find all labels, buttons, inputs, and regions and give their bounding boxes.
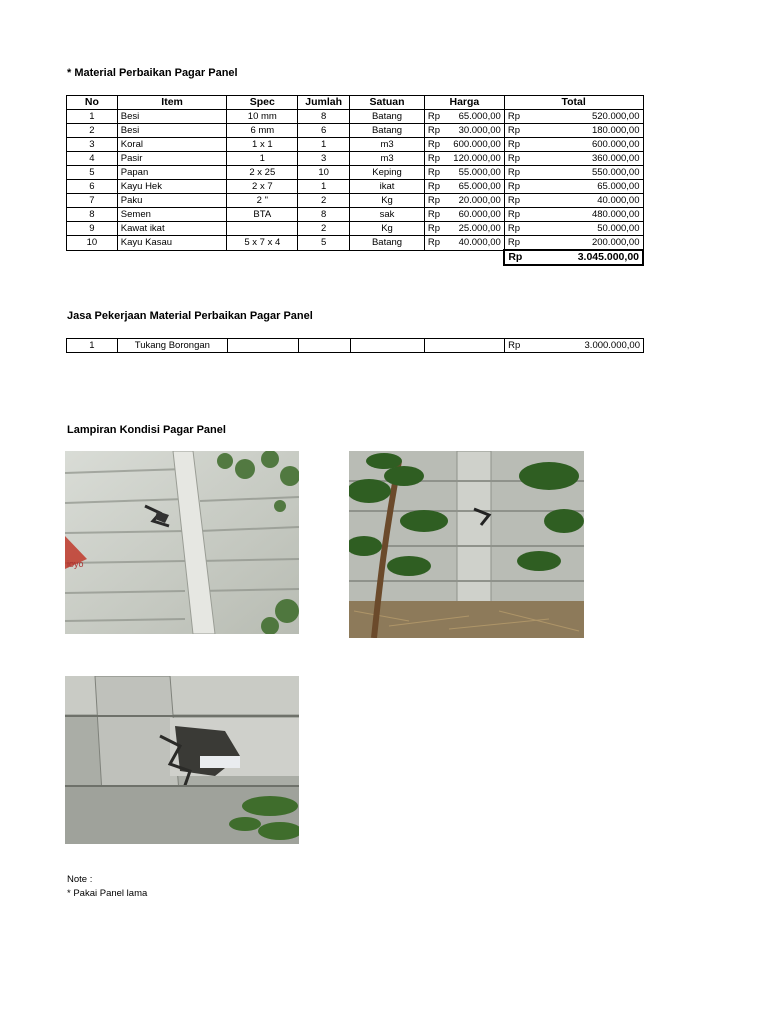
cell-satuan: m3	[350, 138, 425, 152]
table-row	[67, 208, 644, 222]
note-label: Note :	[67, 874, 93, 885]
cell-total	[504, 222, 643, 236]
cell-no: 2	[67, 124, 118, 138]
jasa-no: 1	[67, 339, 118, 353]
cell-total-value: 360.000,00	[591, 153, 640, 164]
cell-spec: 1 x 1	[227, 138, 298, 152]
cell-total-currency: Rp	[507, 209, 520, 220]
cell-total-currency: Rp	[507, 125, 520, 136]
cell-item: Koral	[117, 138, 227, 152]
header-spec: Spec	[227, 96, 298, 110]
cell-total-currency: Rp	[507, 167, 520, 178]
cell-total	[504, 124, 643, 138]
cell-spec: BTA	[227, 208, 298, 222]
table-row	[67, 166, 644, 180]
grand-total-row	[67, 250, 644, 265]
cell-harga	[424, 180, 504, 194]
cell-total-value: 550.000,00	[591, 167, 640, 178]
cell-harga	[424, 236, 504, 251]
cell-harga	[424, 194, 504, 208]
cell-harga-currency: Rp	[427, 139, 441, 150]
cell-no: 9	[67, 222, 118, 236]
header-item: Item	[117, 96, 227, 110]
cell-total	[504, 110, 643, 124]
table-row	[67, 124, 644, 138]
svg-text:ioyo: ioyo	[67, 559, 84, 569]
cell-total-value: 600.000,00	[591, 139, 640, 150]
cell-total	[504, 180, 643, 194]
cell-harga-currency: Rp	[427, 237, 441, 249]
cell-harga-currency: Rp	[427, 125, 441, 136]
lampiran-title: Lampiran Kondisi Pagar Panel	[67, 424, 226, 436]
cell-spec: 10 mm	[227, 110, 298, 124]
material-title: * Material Perbaikan Pagar Panel	[67, 67, 238, 79]
header-satuan: Satuan	[350, 96, 425, 110]
cell-spec: 2 x 7	[227, 180, 298, 194]
cell-total-currency: Rp	[507, 195, 520, 206]
jasa-total-value: 3.000.000,00	[584, 340, 640, 351]
cell-total-value: 480.000,00	[591, 209, 640, 220]
grand-total-currency: Rp	[508, 251, 523, 263]
cell-satuan: sak	[350, 208, 425, 222]
cell-satuan: m3	[350, 152, 425, 166]
table-row	[67, 222, 644, 236]
cell-total-value: 180.000,00	[591, 125, 640, 136]
cell-harga-value: 30.000,00	[458, 125, 501, 136]
cell-jumlah: 2	[298, 194, 350, 208]
header-total: Total	[504, 96, 643, 110]
table-row	[67, 138, 644, 152]
cell-jumlah: 5	[298, 236, 350, 251]
cell-total	[504, 152, 643, 166]
cell-item: Besi	[117, 110, 227, 124]
cell-no: 5	[67, 166, 118, 180]
table-row	[67, 339, 644, 353]
cell-total-value: 65.000,00	[597, 181, 640, 192]
cell-jumlah: 6	[298, 124, 350, 138]
cell-satuan: Batang	[350, 236, 425, 251]
cell-no: 10	[67, 236, 118, 251]
cell-harga-currency: Rp	[427, 111, 441, 122]
jasa-total-currency: Rp	[508, 340, 521, 351]
jasa-item: Tukang Borongan	[117, 339, 227, 353]
cell-spec: 6 mm	[227, 124, 298, 138]
cell-total-value: 200.000,00	[591, 237, 640, 248]
table-row	[67, 236, 644, 251]
header-no: No	[67, 96, 118, 110]
cell-jumlah: 8	[298, 208, 350, 222]
cell-item: Paku	[117, 194, 227, 208]
cell-satuan: ikat	[350, 180, 425, 194]
cell-harga	[424, 110, 504, 124]
cell-harga-value: 120.000,00	[453, 153, 501, 164]
material-table	[66, 95, 644, 266]
cell-harga-value: 65.000,00	[458, 111, 501, 122]
cell-harga-value: 55.000,00	[458, 167, 501, 178]
jasa-title: Jasa Pekerjaan Material Perbaikan Pagar Panel	[67, 310, 313, 322]
cell-jumlah: 1	[298, 138, 350, 152]
cell-spec: 5 x 7 x 4	[227, 236, 298, 251]
cell-total-currency: Rp	[507, 223, 520, 234]
cell-total	[504, 208, 643, 222]
cell-jumlah: 10	[298, 166, 350, 180]
cell-spec: 1	[227, 152, 298, 166]
grand-total-cell	[504, 250, 643, 265]
cell-total-value: 40.000,00	[597, 195, 640, 206]
cell-no: 1	[67, 110, 118, 124]
cell-jumlah: 3	[298, 152, 350, 166]
cell-item: Pasir	[117, 152, 227, 166]
cell-spec: 2 x 25	[227, 166, 298, 180]
cell-satuan: Batang	[350, 110, 425, 124]
cell-harga	[424, 208, 504, 222]
cell-satuan: Keping	[350, 166, 425, 180]
cell-total-currency: Rp	[507, 111, 520, 122]
cell-harga	[424, 152, 504, 166]
cell-satuan: Kg	[350, 194, 425, 208]
note	[67, 873, 147, 901]
cell-no: 4	[67, 152, 118, 166]
cell-satuan: Kg	[350, 222, 425, 236]
table-row	[67, 180, 644, 194]
cell-total	[504, 138, 643, 152]
table-row	[67, 110, 644, 124]
jasa-table	[66, 338, 644, 353]
cell-spec	[227, 222, 298, 236]
cell-item: Papan	[117, 166, 227, 180]
cell-spec: 2 "	[227, 194, 298, 208]
cell-harga-currency: Rp	[427, 195, 441, 206]
cell-no: 8	[67, 208, 118, 222]
cell-harga-currency: Rp	[427, 167, 441, 178]
fence-photo-1	[65, 451, 299, 634]
cell-no: 7	[67, 194, 118, 208]
cell-total	[504, 166, 643, 180]
cell-harga-value: 20.000,00	[458, 195, 501, 206]
cell-satuan: Batang	[350, 124, 425, 138]
cell-harga-currency: Rp	[427, 181, 441, 192]
cell-harga	[424, 138, 504, 152]
cell-harga-currency: Rp	[427, 223, 441, 234]
cell-total	[504, 194, 643, 208]
cell-jumlah: 8	[298, 110, 350, 124]
material-table-header	[67, 96, 644, 110]
cell-harga-value: 65.000,00	[458, 181, 501, 192]
fence-photo-3	[65, 676, 299, 844]
cell-harga-value: 25.000,00	[458, 223, 501, 234]
grand-total-value: 3.045.000,00	[577, 251, 639, 263]
fence-photo-2	[349, 451, 584, 638]
cell-item: Kayu Hek	[117, 180, 227, 194]
cell-total-value: 50.000,00	[597, 223, 640, 234]
cell-harga-currency: Rp	[427, 209, 441, 220]
table-row	[67, 152, 644, 166]
cell-no: 6	[67, 180, 118, 194]
cell-harga-value: 600.000,00	[453, 139, 501, 150]
note-text: * Pakai Panel lama	[67, 888, 148, 899]
cell-harga-currency: Rp	[427, 153, 441, 164]
jasa-total-cell	[505, 339, 644, 353]
cell-jumlah: 2	[298, 222, 350, 236]
cell-total-currency: Rp	[507, 153, 520, 164]
cell-total-currency: Rp	[507, 181, 520, 192]
cell-total-value: 520.000,00	[591, 111, 640, 122]
cell-harga-value: 60.000,00	[458, 209, 501, 220]
cell-harga	[424, 166, 504, 180]
cell-item: Kawat ikat	[117, 222, 227, 236]
cell-harga-value: 40.000,00	[458, 237, 501, 249]
table-row	[67, 194, 644, 208]
cell-item: Semen	[117, 208, 227, 222]
cell-total-currency: Rp	[507, 139, 520, 150]
cell-no: 3	[67, 138, 118, 152]
cell-item: Kayu Kasau	[117, 236, 227, 251]
header-harga: Harga	[424, 96, 504, 110]
cell-harga	[424, 222, 504, 236]
cell-total	[504, 236, 643, 251]
header-jumlah: Jumlah	[298, 96, 350, 110]
cell-total-currency: Rp	[507, 237, 520, 248]
cell-harga	[424, 124, 504, 138]
cell-item: Besi	[117, 124, 227, 138]
cell-jumlah: 1	[298, 180, 350, 194]
